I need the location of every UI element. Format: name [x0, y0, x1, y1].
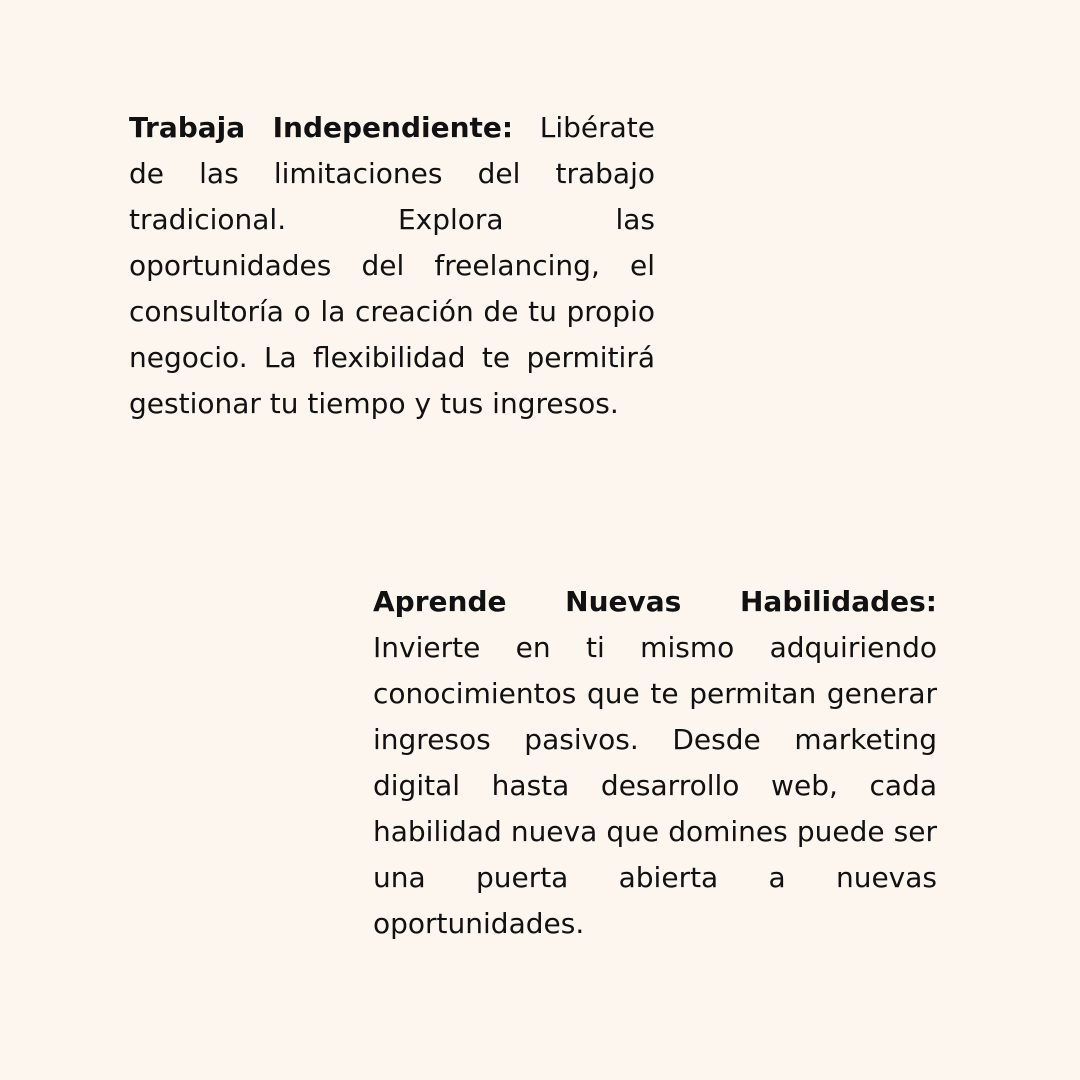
section-heading: Aprende Nuevas Habilidades:	[373, 585, 937, 618]
section-learn-skills	[373, 579, 937, 947]
section-body: Invierte en ti mismo adquiriendo conocimientos que te permitan generar ingresos pasivos. Desde marketing digital hasta desarrollo web, cada habilidad nueva que domines puede ser una puerta abierta a nuevas oportunidades.	[373, 631, 937, 940]
section-independent-work	[129, 105, 655, 427]
section-body: Libérate de las limitaciones del trabajo tradicional. Explora las oportunidades del freelancing, el consultoría o la creación de tu propio negocio. La flexibilidad te permitirá gestionar tu tiempo y tus ingresos.	[129, 111, 655, 420]
section-heading: Trabaja Independiente:	[129, 111, 514, 144]
